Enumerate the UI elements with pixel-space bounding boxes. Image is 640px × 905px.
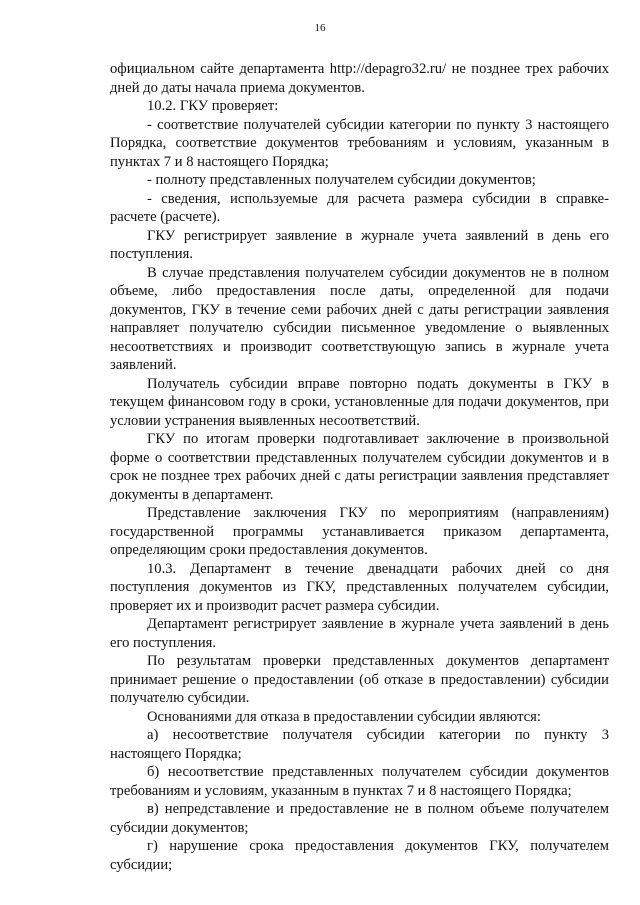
paragraph: - сведения, используемые для расчета размера субсидии в справке-расчете (расчете). (110, 190, 609, 225)
paragraph: Департамент регистрирует заявление в журнале учета заявлений в день его поступления. (110, 616, 609, 651)
paragraph: в) непредставление и предоставление не в полном объеме получателем субсидии документов; (110, 801, 609, 836)
paragraph: Получатель субсидии вправе повторно подать документы в ГКУ в текущем финансовом году в сроки, установленные для подачи документов, при условии устранения выявленных несоответствий. (110, 375, 609, 429)
paragraph: официальном сайте департамента http://depagro32.ru/ не позднее трех рабочих дней до даты начала приема документов. (110, 61, 609, 96)
paragraph: б) несоответствие представленных получателем субсидии документов требованиям и условиям, указанным в пунктах 7 и 8 настоящего Порядка; (110, 764, 609, 799)
paragraph: г) нарушение срока предоставления документов ГКУ, получателем субсидии; (110, 838, 609, 873)
paragraph: а) несоответствие получателя субсидии категории по пункту 3 настоящего Порядка; (110, 727, 609, 762)
paragraph: - полноту представленных получателем субсидии документов; (147, 172, 536, 188)
page-number: 16 (314, 22, 326, 34)
paragraph: - соответствие получателей субсидии категории по пункту 3 настоящего Порядка, соответствие документов требованиям и условиям, указанным в пунктах 7 и 8 настоящего Порядка; (110, 116, 609, 170)
paragraph: Основаниями для отказа в предоставлении субсидии являются: (147, 708, 541, 725)
paragraph: По результатам проверки представленных документов департамент принимает решение о предоставлении (об отказе в предоставлении) субсидии получателю субсидии. (110, 653, 609, 706)
paragraph: 10.2. ГКУ проверяет: (147, 98, 279, 114)
document-body (110, 60, 609, 874)
paragraph: ГКУ регистрирует заявление в журнале учета заявлений в день его поступления. (110, 227, 609, 262)
paragraph: Представление заключения ГКУ по мероприятиям (направлениям) государственной программы устанавливается приказом департамента, определяющим сроки предоставления документов. (110, 505, 609, 558)
paragraph: ГКУ по итогам проверки подготавливает заключение в произвольной форме о соответствии представленных получателем субсидии документов и в срок не позднее трех рабочих дней с даты регистрации заявления представляет документы в департамент. (110, 431, 609, 503)
paragraph: В случае представления получателем субсидии документов не в полном объеме, либо предоставления после даты, определенной для подачи документов, ГКУ в течение семи рабочих дней с даты регистрации заявления направляет получателю субсидии письменное уведомление о выявленных несоответствиях и производит соответствующую запись в журнале учета заявлений. (110, 264, 609, 373)
paragraph: 10.3. Департамент в течение двенадцати рабочих дней со дня поступления документов из ГКУ, представленных получателем субсидии, проверяет их и производит расчет размера субсидии. (110, 560, 609, 614)
